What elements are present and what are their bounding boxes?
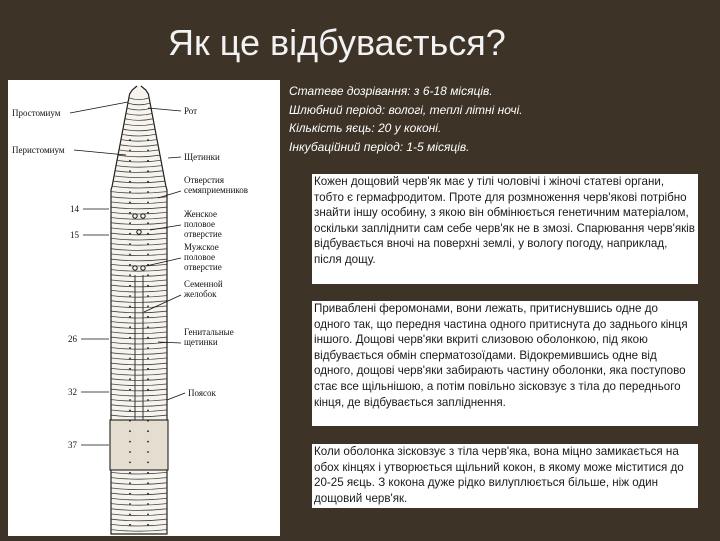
bristle-dot <box>147 503 149 505</box>
right-label: щетинки <box>184 337 218 347</box>
bristle-dot <box>147 472 149 474</box>
text-panel-hermaphrodite <box>312 174 698 284</box>
bristle-dot <box>147 212 149 214</box>
bristle-dot <box>147 347 149 349</box>
earthworm-diagram <box>8 80 280 536</box>
right-label: Мужское <box>184 242 219 252</box>
bristle-dot <box>129 378 131 380</box>
bristle-dot <box>129 160 131 162</box>
paragraph-cocoon: Коли оболонка зісковзує з тіла черв'яка, вона міцно замикається на обох кінцях і утворюється щільний кокон, в якому може міститися до 20-25 яєць. З кокона дуже рідко вилуплюється більше, ніж один дощовий черв'як. <box>314 445 684 505</box>
text-panel-cocoon <box>312 444 698 508</box>
bristle-dot <box>147 358 149 360</box>
segment-number: 15 <box>70 230 79 240</box>
bristle-dot <box>147 222 149 224</box>
fact-maturity: Статеве дозрівання: з 6-18 місяців. <box>289 84 493 98</box>
bristle-dot <box>129 493 131 495</box>
bristle-dot <box>147 514 149 516</box>
bristle-dot <box>147 399 149 401</box>
segment-number: 32 <box>68 387 77 397</box>
bristle-dot <box>129 254 131 256</box>
text-panel-mating <box>312 301 698 426</box>
bristle-dot <box>129 212 131 214</box>
bristle-dot <box>147 337 149 339</box>
bristle-dot <box>129 150 131 152</box>
segment-number: 37 <box>68 440 77 450</box>
bristle-dot <box>147 295 149 297</box>
leader-line <box>168 157 181 158</box>
paragraph-mating: Приваблені феромонами, вони лежать, притиснувшись одне до одного так, що передня частина одного притиснута до заднього кінця іншого. Дощові черв'яки вкриті слизовою оболонкою, під якою відбувається обмін сперматозоїдами. Відокремившись одне від одного, дощові черв'яки забирають частину оболонки, яка поступово стає все щільнішою, а потім повільно зісковзує з тіла до переднього кінця, де відбувається запліднення. <box>314 302 688 409</box>
bristle-dot <box>129 503 131 505</box>
right-label: Поясок <box>188 388 216 398</box>
bristle-dot <box>147 441 149 443</box>
bristle-dot <box>147 316 149 318</box>
fact-egg-count: Кількість яєць: 20 у коконі. <box>289 121 442 135</box>
bristle-dot <box>147 482 149 484</box>
right-label: Отверстия <box>184 175 225 185</box>
leader-line <box>70 102 128 113</box>
leader-line <box>148 108 181 111</box>
bristle-dot <box>129 420 131 422</box>
right-label: половое <box>184 252 215 262</box>
right-label: Семенной <box>184 279 223 289</box>
bristle-dot <box>129 274 131 276</box>
right-label: Женское <box>184 209 217 219</box>
clitellum-belt <box>110 420 168 470</box>
slide-title: Як це відбувається? <box>168 22 506 63</box>
bristle-dot <box>147 274 149 276</box>
bristle-dot <box>129 326 131 328</box>
bristle-dot <box>129 441 131 443</box>
facts-list <box>289 82 523 156</box>
bristle-dot <box>129 451 131 453</box>
bristle-dot <box>147 306 149 308</box>
bristle-dot <box>129 524 131 526</box>
bristle-dot <box>147 420 149 422</box>
bristle-dot <box>147 524 149 526</box>
bristle-dot <box>129 181 131 183</box>
bristle-dot <box>147 160 149 162</box>
right-label: половое <box>184 219 215 229</box>
bristle-dot <box>129 514 131 516</box>
bristle-dot <box>129 202 131 204</box>
fact-mating-season: Шлюбний період: вологі, теплі літні ночі. <box>289 102 523 117</box>
bristle-dot <box>129 399 131 401</box>
bristle-dot <box>129 358 131 360</box>
bristle-dot <box>147 462 149 464</box>
bristle-dot <box>147 150 149 152</box>
paragraph-hermaphrodite: Кожен дощовий черв'як має у тілі чоловічі і жіночі статеві органи, тобто є гермафродитом. Проте для розмноження черв'якові потрібно знайти іншу особину, з якою він обмінюється генетичним матеріалом, оскільки запліднити сам себе черв'як не в змозі. Спарювання черв'яків відбувається вночі на поверхні землі, у вологу погоду, наприклад, після дощу. <box>314 175 695 266</box>
right-label: семяприемников <box>184 185 249 195</box>
bristle-dot <box>147 285 149 287</box>
bristle-dot <box>147 181 149 183</box>
right-label: отверстие <box>184 262 222 272</box>
bristle-dot <box>129 347 131 349</box>
earthworm-illustration <box>8 80 280 536</box>
right-label: желобок <box>184 289 217 299</box>
bristle-dot <box>129 243 131 245</box>
bristle-dot <box>147 493 149 495</box>
bristle-dot <box>129 337 131 339</box>
left-label: Простомиум <box>12 108 61 118</box>
bristle-dot <box>147 139 149 141</box>
bristle-dot <box>129 233 131 235</box>
bristle-dot <box>147 233 149 235</box>
right-label: Рот <box>184 106 198 116</box>
bristle-dot <box>147 243 149 245</box>
bristle-dot <box>129 264 131 266</box>
bristle-dot <box>147 378 149 380</box>
bristle-dot <box>129 285 131 287</box>
bristle-dot <box>147 170 149 172</box>
bristle-dot <box>129 430 131 432</box>
right-label: Щетинки <box>184 152 220 162</box>
segment-number: 26 <box>68 334 77 344</box>
bristle-dot <box>129 368 131 370</box>
bristle-dot <box>129 139 131 141</box>
bristle-dot <box>147 202 149 204</box>
bristle-dot <box>147 410 149 412</box>
bristle-dot <box>129 191 131 193</box>
right-label: Генитальные <box>184 327 234 337</box>
left-label: Перистомиум <box>12 145 65 155</box>
bristle-dot <box>147 451 149 453</box>
right-label: отверстие <box>184 229 222 239</box>
bristle-dot <box>129 306 131 308</box>
bristle-dot <box>129 222 131 224</box>
bristle-dot <box>129 462 131 464</box>
bristle-dot <box>129 389 131 391</box>
bristle-dot <box>147 191 149 193</box>
bristle-dot <box>129 316 131 318</box>
bristle-dot <box>129 472 131 474</box>
bristle-dot <box>129 295 131 297</box>
bristle-dot <box>129 410 131 412</box>
fact-incubation: Інкубаційний період: 1-5 місяців. <box>289 139 470 154</box>
bristle-dot <box>147 389 149 391</box>
segment-number: 14 <box>70 204 79 214</box>
worm-body <box>110 86 168 534</box>
bristle-dot <box>147 368 149 370</box>
bristle-dot <box>129 170 131 172</box>
leader-line <box>167 393 185 400</box>
bristle-dot <box>147 326 149 328</box>
bristle-dot <box>147 430 149 432</box>
bristle-dot <box>129 482 131 484</box>
bristle-dot <box>147 254 149 256</box>
